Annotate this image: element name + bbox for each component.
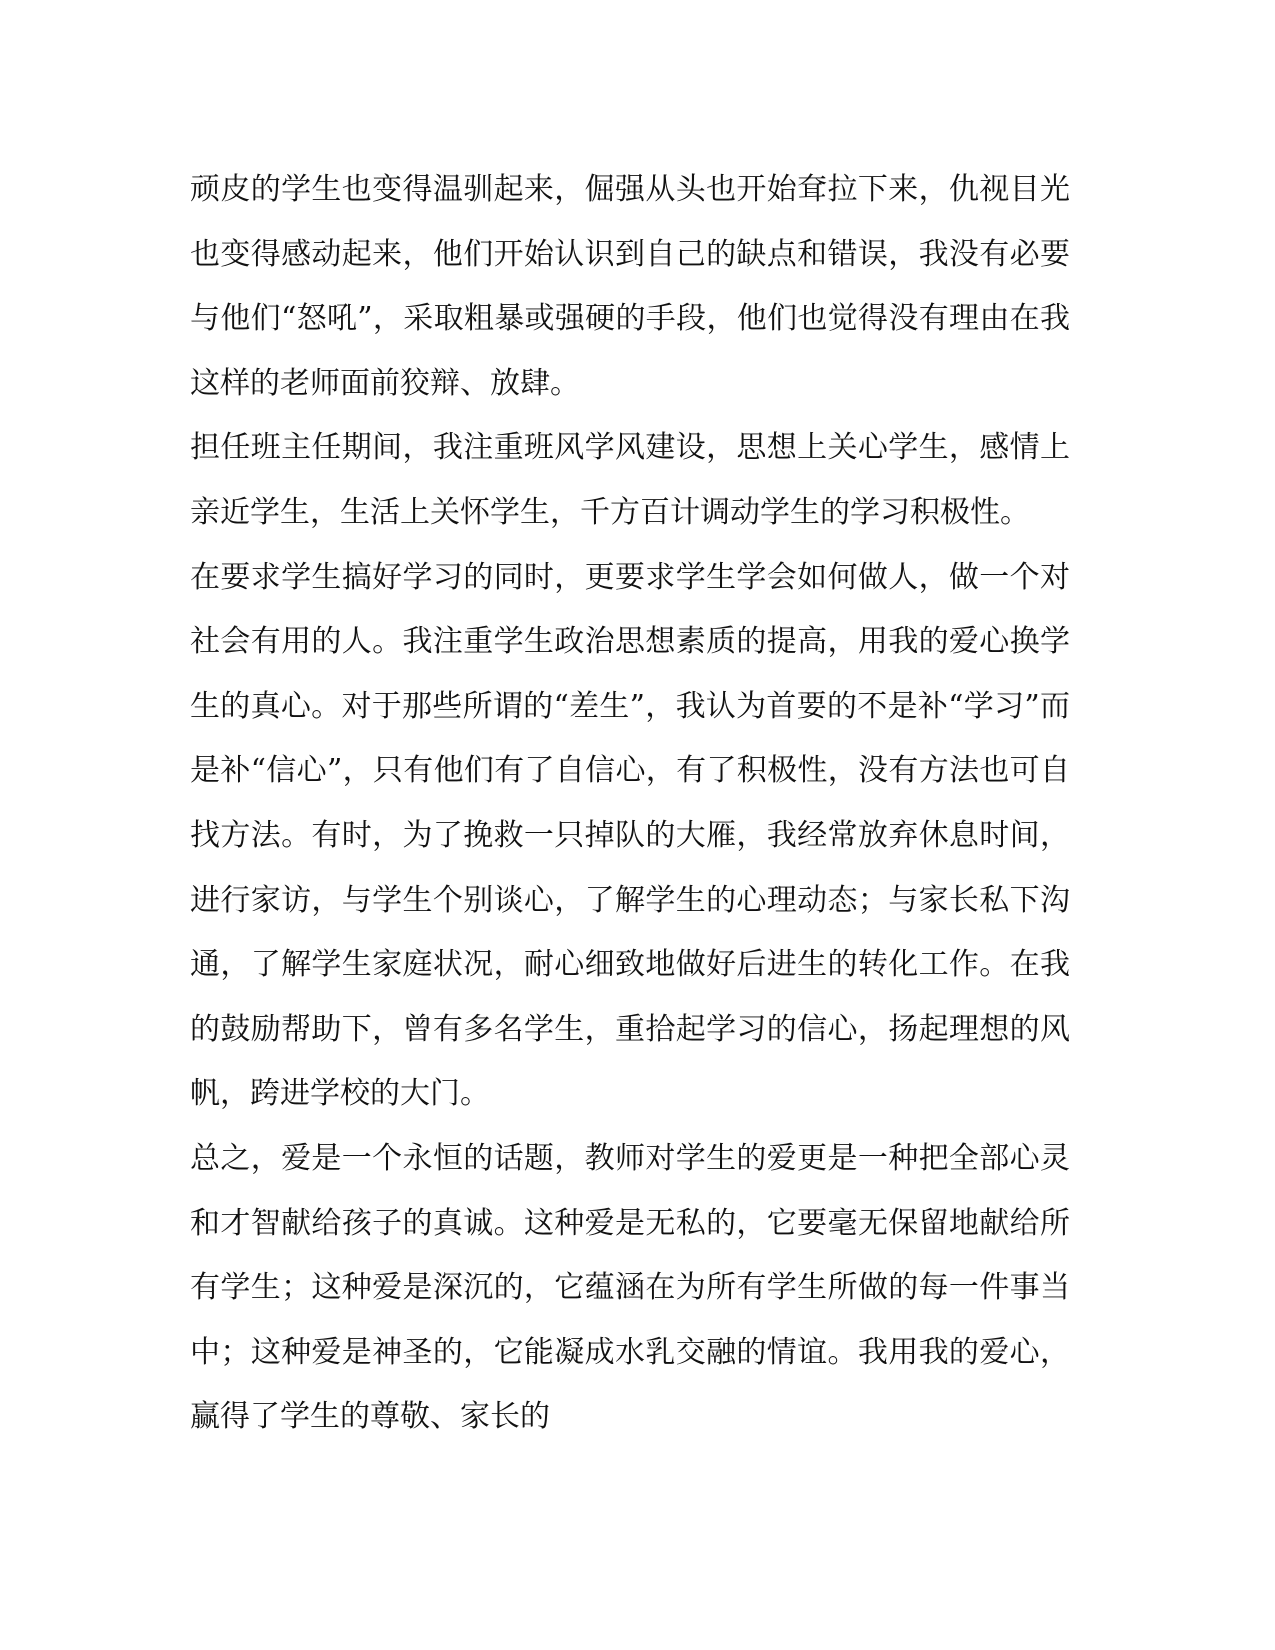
document-body	[190, 158, 1070, 1450]
paragraph: 在要求学生搞好学习的同时，更要求学生学会如何做人，做一个对社会有用的人。我注重学生政治思想素质的提高，用我的爱心换学生的真心。对于那些所谓的“差生”，我认为首要的不是补“学习”而是补“信心”，只有他们有了自信心，有了积极性，没有方法也可自找方法。有时，为了挽救一只掉队的大雁，我经常放弃休息时间，进行家访，与学生个别谈心，了解学生的心理动态；与家长私下沟通，了解学生家庭状况，耐心细致地做好后进生的转化工作。在我的鼓励帮助下，曾有多名学生，重拾起学习的信心，扬起理想的风帆，跨进学校的大门。	[190, 559, 1070, 1112]
paragraph: 总之，爱是一个永恒的话题，教师对学生的爱更是一种把全部心灵和才智献给孩子的真诚。这种爱是无私的，它要毫无保留地献给所有学生；这种爱是深沉的，它蕴涵在为所有学生所做的每一件事当中；这种爱是神圣的，它能凝成水乳交融的情谊。我用我的爱心，赢得了学生的尊敬、家长的	[190, 1140, 1070, 1435]
paragraph: 担任班主任期间，我注重班风学风建设，思想上关心学生，感情上亲近学生，生活上关怀学生，千方百计调动学生的学习积极性。	[190, 430, 1070, 530]
paragraph: 顽皮的学生也变得温驯起来，倔强从头也开始耷拉下来，仇视目光也变得感动起来，他们开始认识到自己的缺点和错误，我没有必要与他们“怒吼”，采取粗暴或强硬的手段，他们也觉得没有理由在我这样的老师面前狡辩、放肆。	[190, 172, 1070, 401]
